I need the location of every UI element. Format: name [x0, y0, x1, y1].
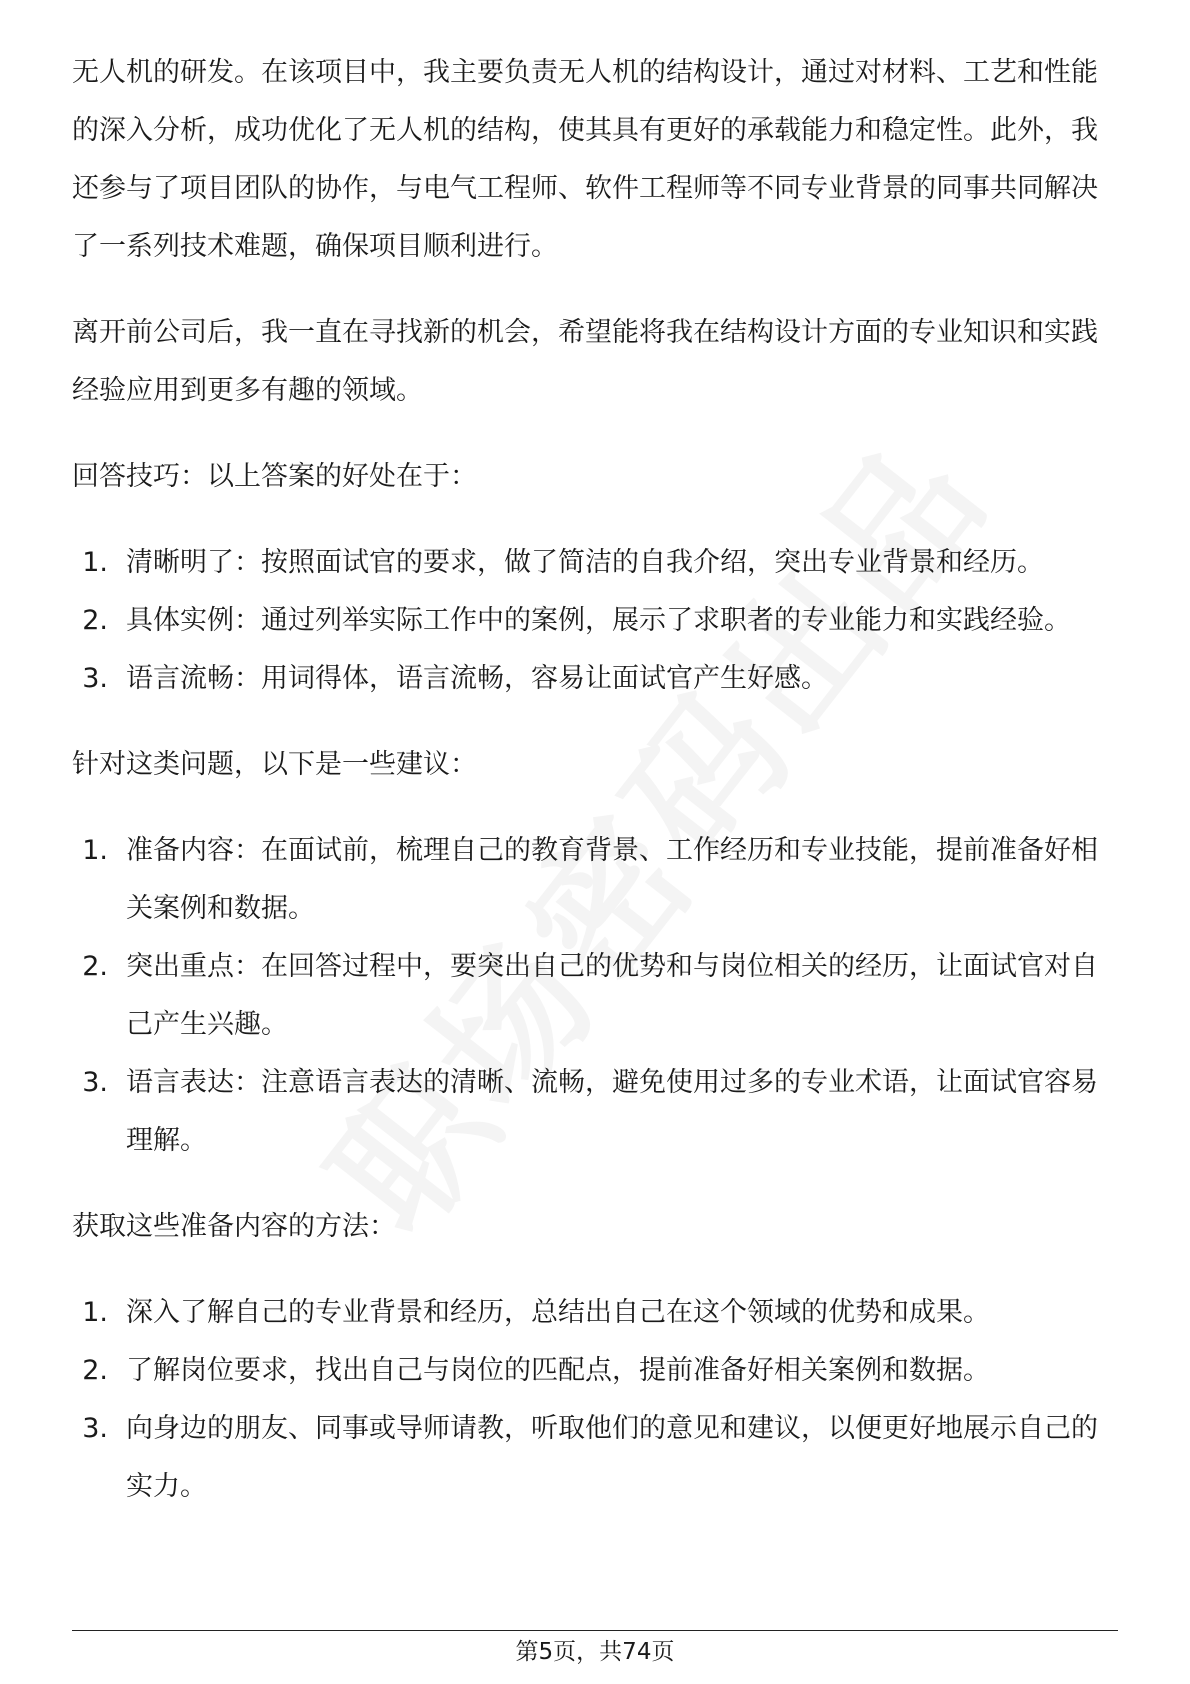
list-text: 突出重点：在回答过程中，要突出自己的优势和与岗位相关的经历，让面试官对自己产生兴趣。 [126, 951, 1098, 1040]
list-text: 深入了解自己的专业背景和经历，总结出自己在这个领域的优势和成果。 [126, 1297, 990, 1328]
list-text: 了解岗位要求，找出自己与岗位的匹配点，提前准备好相关案例和数据。 [126, 1355, 990, 1386]
paragraph-project: 无人机的研发。在该项目中，我主要负责无人机的结构设计，通过对材料、工艺和性能的深入分析，成功优化了无人机的结构，使其具有更好的承载能力和稳定性。此外，我还参与了项目团队的协作，与电气工程师、软件工程师等不同专业背景的同事共同解决了一系列技术难题，确保项目顺利进行。 [72, 57, 1098, 262]
footer-divider [72, 1630, 1118, 1631]
list-answer-tips [72, 534, 1118, 708]
list-item [72, 650, 1118, 708]
list-text: 语言流畅：用词得体，语言流畅，容易让面试官产生好感。 [126, 663, 828, 694]
list-number: 1. [82, 1297, 108, 1328]
list-text: 向身边的朋友、同事或导师请教，听取他们的意见和建议，以便更好地展示自己的实力。 [126, 1413, 1098, 1502]
document-body [72, 44, 1118, 1544]
heading-preparation-methods: 获取这些准备内容的方法： [72, 1211, 396, 1242]
list-text: 具体实例：通过列举实际工作中的案例，展示了求职者的专业能力和实践经验。 [126, 605, 1071, 636]
list-number: 3. [82, 1413, 108, 1444]
list-item [72, 1054, 1118, 1170]
list-text: 准备内容：在面试前，梳理自己的教育背景、工作经历和专业技能，提前准备好相关案例和数据。 [126, 835, 1098, 924]
list-item [72, 1400, 1118, 1516]
list-preparation-methods [72, 1284, 1118, 1516]
heading-answer-tips: 回答技巧：以上答案的好处在于： [72, 461, 477, 492]
list-text: 清晰明了：按照面试官的要求，做了简洁的自我介绍，突出专业背景和经历。 [126, 547, 1044, 578]
list-item [72, 1342, 1118, 1400]
list-number: 3. [82, 1067, 108, 1098]
paragraph-leaving: 离开前公司后，我一直在寻找新的机会，希望能将我在结构设计方面的专业知识和实践经验应用到更多有趣的领域。 [72, 317, 1098, 406]
list-number: 1. [82, 835, 108, 866]
list-number: 2. [82, 1355, 108, 1386]
list-number: 2. [82, 951, 108, 982]
list-item [72, 938, 1118, 1054]
list-text: 语言表达：注意语言表达的清晰、流畅，避免使用过多的专业术语，让面试官容易理解。 [126, 1067, 1098, 1156]
list-number: 3. [82, 663, 108, 694]
list-item [72, 822, 1118, 938]
list-suggestions [72, 822, 1118, 1170]
list-item [72, 534, 1118, 592]
list-number: 2. [82, 605, 108, 636]
list-item [72, 1284, 1118, 1342]
heading-suggestions: 针对这类问题，以下是一些建议： [72, 749, 477, 780]
list-number: 1. [82, 547, 108, 578]
page-number: 第5页，共74页 [515, 1639, 675, 1665]
list-item [72, 592, 1118, 650]
